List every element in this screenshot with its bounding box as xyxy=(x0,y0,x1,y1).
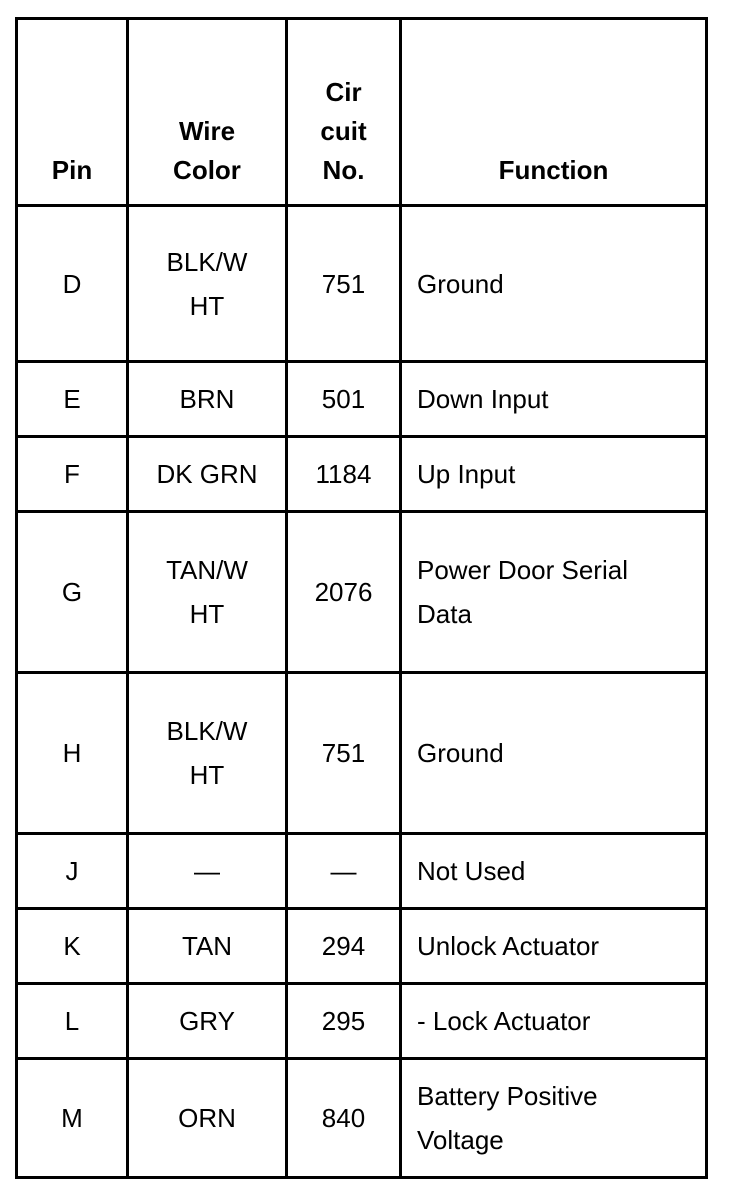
connector-pinout-table xyxy=(15,17,708,1179)
column-header-function xyxy=(401,19,707,206)
wire-color-line-1: GRY xyxy=(179,1006,235,1036)
function-line-2: Data xyxy=(417,599,472,629)
pin-cell: H xyxy=(17,673,128,834)
column-header-circuit-no xyxy=(287,19,401,206)
pin-cell: D xyxy=(17,206,128,362)
header-circuit-line-1: Cir xyxy=(325,77,362,107)
wire-color-cell xyxy=(128,206,287,362)
circuit-number-cell: 295 xyxy=(287,984,401,1059)
wire-color-line-1: ORN xyxy=(178,1103,236,1133)
wire-color-line-1: BRN xyxy=(179,384,235,414)
pin-cell: E xyxy=(17,362,128,437)
function-cell xyxy=(401,1059,707,1178)
column-header-wire-color xyxy=(128,19,287,206)
wire-color-cell xyxy=(128,437,287,512)
table-row xyxy=(17,206,707,362)
function-cell xyxy=(401,437,707,512)
header-pin-text: Pin xyxy=(51,155,93,185)
circuit-number-cell: 751 xyxy=(287,673,401,834)
wire-color-line-1: DK GRN xyxy=(156,459,258,489)
function-line-1: - Lock Actuator xyxy=(417,1006,591,1036)
wire-color-cell xyxy=(128,512,287,673)
table-row xyxy=(17,437,707,512)
circuit-number-cell: 501 xyxy=(287,362,401,437)
table-row xyxy=(17,512,707,673)
function-line-1: Power Door Serial xyxy=(417,555,628,585)
function-line-1: Ground xyxy=(417,738,504,768)
function-cell xyxy=(401,362,707,437)
wire-color-cell xyxy=(128,1059,287,1178)
wire-color-cell xyxy=(128,834,287,909)
header-wire-color-line-2: Color xyxy=(173,155,241,185)
table-row xyxy=(17,1059,707,1178)
wire-color-line-1: TAN xyxy=(181,931,233,961)
circuit-number-cell: 1184 xyxy=(287,437,401,512)
circuit-number-cell: 840 xyxy=(287,1059,401,1178)
column-header-pin xyxy=(17,19,128,206)
function-cell xyxy=(401,984,707,1059)
table-row xyxy=(17,909,707,984)
circuit-number-cell: 294 xyxy=(287,909,401,984)
function-line-1: Battery Positive xyxy=(417,1081,598,1111)
wire-color-cell xyxy=(128,984,287,1059)
header-circuit-line-3: No. xyxy=(322,155,365,185)
wire-color-line-2: HT xyxy=(189,599,225,629)
function-line-1: Not Used xyxy=(417,856,526,886)
wire-color-line-1: TAN/W xyxy=(166,555,248,585)
function-cell xyxy=(401,206,707,362)
function-line-1: Up Input xyxy=(417,459,516,489)
function-cell xyxy=(401,909,707,984)
function-line-2: Voltage xyxy=(417,1125,504,1155)
pin-cell: L xyxy=(17,984,128,1059)
wire-color-cell xyxy=(128,909,287,984)
circuit-number-cell: 2076 xyxy=(287,512,401,673)
pin-cell: K xyxy=(17,909,128,984)
pin-cell: G xyxy=(17,512,128,673)
function-line-1: Unlock Actuator xyxy=(417,931,600,961)
wire-color-line-1: BLK/W xyxy=(166,716,248,746)
table-row xyxy=(17,834,707,909)
header-circuit-line-2: cuit xyxy=(320,116,367,146)
wire-color-line-2: HT xyxy=(189,760,225,790)
circuit-number-cell: 751 xyxy=(287,206,401,362)
function-cell xyxy=(401,673,707,834)
wire-color-line-2: HT xyxy=(189,290,225,321)
function-cell xyxy=(401,512,707,673)
table-row xyxy=(17,984,707,1059)
wire-color-cell xyxy=(128,362,287,437)
function-line-1: Down Input xyxy=(417,384,549,414)
pin-cell: J xyxy=(17,834,128,909)
pin-cell: M xyxy=(17,1059,128,1178)
wire-color-cell xyxy=(128,673,287,834)
table-row xyxy=(17,362,707,437)
wire-color-line-1: BLK/W xyxy=(166,246,248,277)
pin-cell: F xyxy=(17,437,128,512)
function-cell xyxy=(401,834,707,909)
table-header-row xyxy=(17,19,707,206)
table-row xyxy=(17,673,707,834)
wire-color-line-1: — xyxy=(194,856,220,886)
header-function-text: Function xyxy=(498,155,609,185)
function-line-1: Ground xyxy=(417,268,504,299)
circuit-number-cell: — xyxy=(287,834,401,909)
header-wire-color-line-1: Wire xyxy=(178,116,236,146)
